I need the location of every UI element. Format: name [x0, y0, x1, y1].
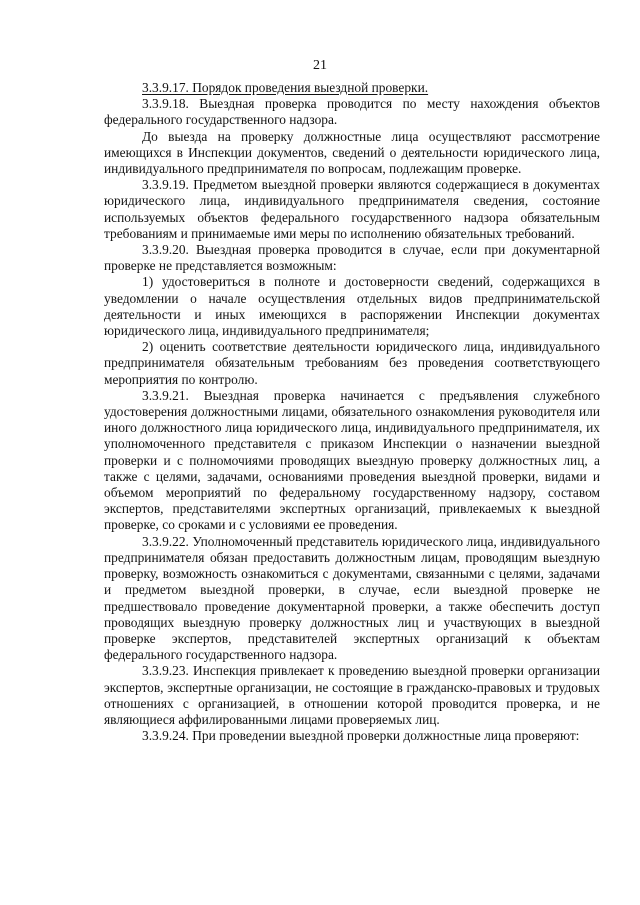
paragraph-3-3-9-19: 3.3.9.19. Предметом выездной проверки являются содержащиеся в документах юридического лица, индивидуального предпринимателя сведения, состояние используемых объектов федерального государственного надзора обязательным требованиям и принимаемые ими меры по исполнению обязательных требований.	[104, 177, 600, 241]
list-item-1: 1) удостовериться в полноте и достоверности сведений, содержащихся в уведомлении о начале осуществления отдельных видов предпринимательской деятельности и иных имеющихся в распоряжении Инспекции документах юридического лица, индивидуального предпринимателя;	[104, 274, 600, 339]
paragraph-3-3-9-24: 3.3.9.24. При проведении выездной проверки должностные лица проверяют:	[142, 728, 580, 744]
section-heading: 3.3.9.17. Порядок проведения выездной проверки.	[142, 80, 429, 95]
paragraph-pre-visit-review: До выезда на проверку должностные лица осуществляют рассмотрение имеющихся в Инспекции документов, сведений о деятельности юридического лица, индивидуального предпринимателя по вопросам, подлежащим проверке.	[104, 128, 600, 177]
paragraph-3-3-9-22: 3.3.9.22. Уполномоченный представитель юридического лица, индивидуального предпринимателя обязан предоставить должностным лицам, проводящим выездную проверку, возможность ознакомиться с документами, связанными с целями, задачами и предметом выездной проверки, в случае, если выездной проверке не предшествовало проведение документарной проверки, а также обеспечить доступ проводящих выездную проверку должностных лиц и участвующих в выездной проверке экспертов, представителей экспертных организаций к объектам федерального государственного надзора.	[104, 533, 600, 663]
page-number: 21	[313, 58, 327, 73]
paragraph-3-3-9-18: 3.3.9.18. Выездная проверка проводится по месту нахождения объектов федерального государственного надзора.	[104, 96, 600, 128]
list-item-2: 2) оценить соответствие деятельности юридического лица, индивидуального предпринимателя обязательным требованиям без проведения соответствующего мероприятия по контролю.	[104, 339, 600, 387]
paragraph-3-3-9-23: 3.3.9.23. Инспекция привлекает к проведению выездной проверки организации экспертов, экспертные организации, не состоящие в гражданско-правовых и трудовых отношениях с организацией, в отношении которой проводится проверка, и не являющиеся аффилированными лицами проверяемых лиц.	[104, 663, 600, 727]
paragraph-3-3-9-20: 3.3.9.20. Выездная проверка проводится в случае, если при документарной проверке не представляется возможным:	[104, 242, 600, 274]
paragraph-3-3-9-21: 3.3.9.21. Выездная проверка начинается с предъявления служебного удостоверения должностными лицами, обязательного ознакомления руководителя или иного должностного лица юридического лица, индивидуального предпринимателя, их уполномоченного представителя с приказом Инспекции о назначении выездной проверки и с полномочиями проводящих выездную проверку должностных лиц, а также с целями, задачами, основаниями проведения выездной проверки, видами и объемом мероприятий по федеральному государственному надзору, составом экспертов, представителями экспертных организаций, привлекаемых к выездной проверке, со сроками и с условиями ее проведения.	[104, 387, 600, 533]
document-body	[104, 80, 600, 744]
